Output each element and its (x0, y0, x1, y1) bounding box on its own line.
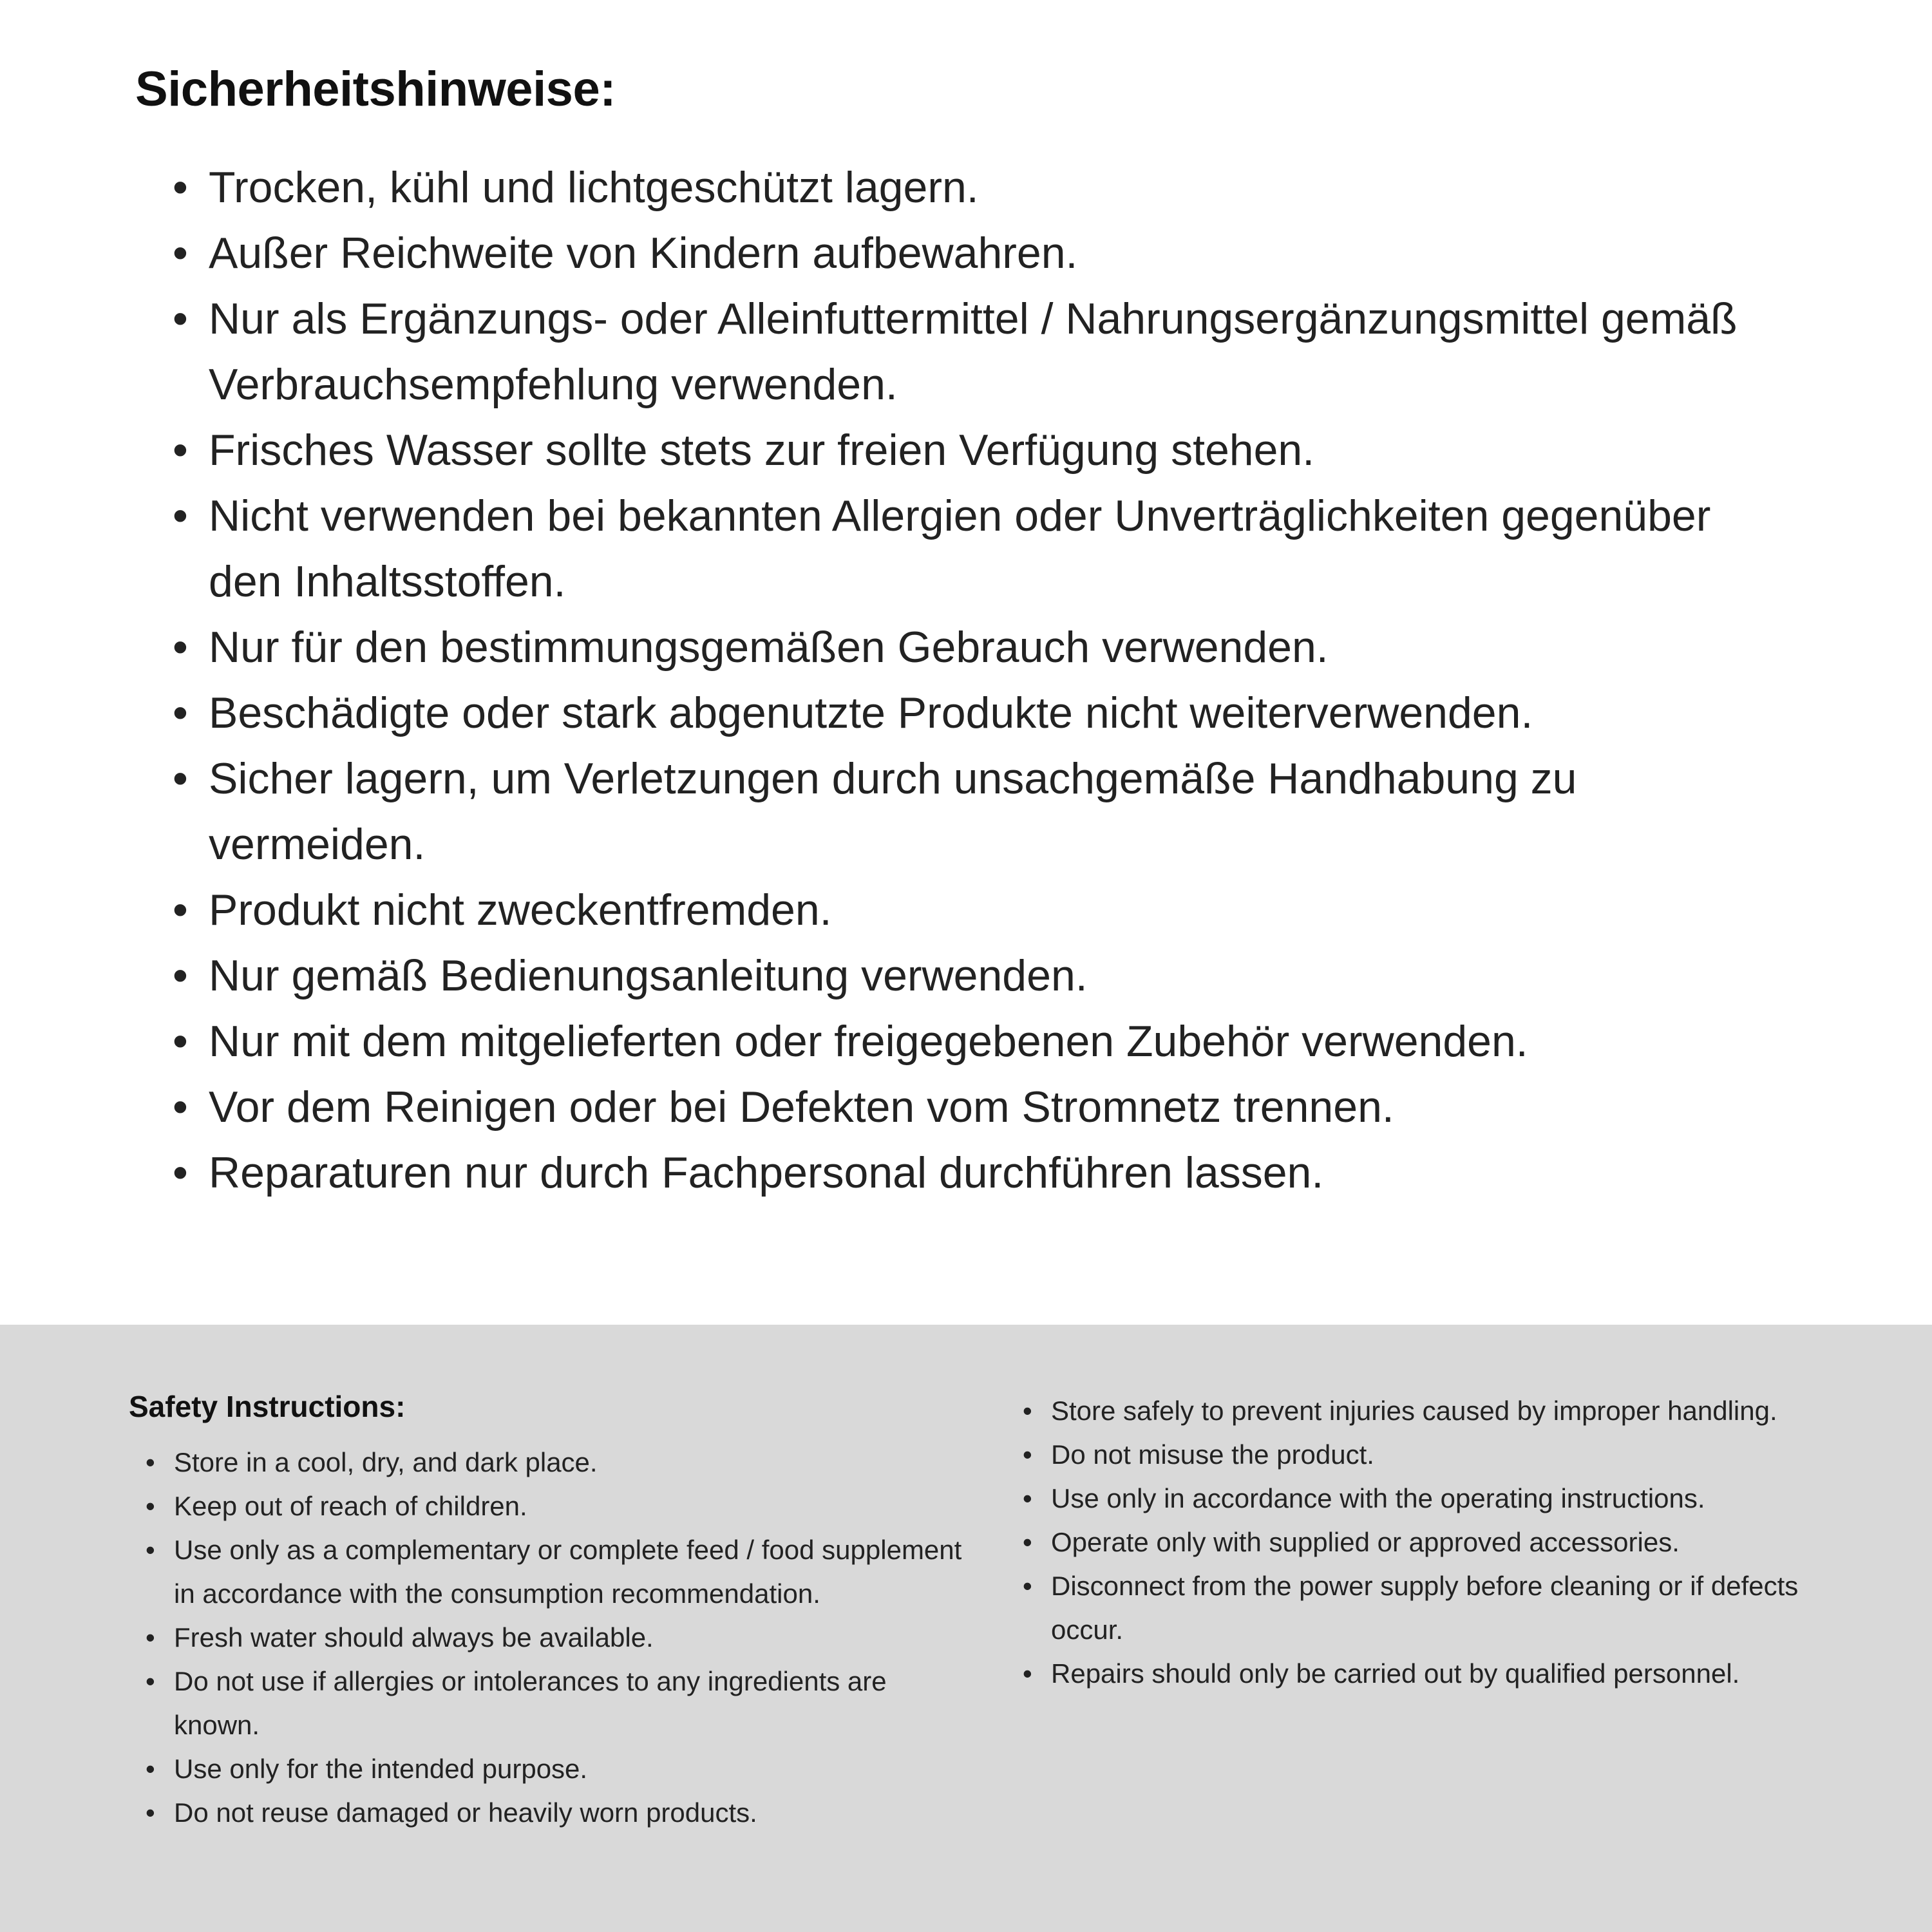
english-left-column (129, 1389, 1023, 1835)
list-item: • Nicht verwenden bei bekannten Allergien oder Unverträglichkeiten gegenüber den Inhaltsstoffen. (173, 483, 1783, 614)
list-item: • Frisches Wasser sollte stets zur freien Verfügung stehen. (173, 417, 1783, 483)
list-item: • Trocken, kühl und lichtgeschützt lagern. (173, 155, 1783, 220)
list-item: • Do not use if allergies or intolerances to any ingredients are known. (146, 1660, 970, 1747)
list-item: • Nur als Ergänzungs- oder Alleinfuttermittel / Nahrungsergänzungsmittel gemäß Verbrauchsempfehlung verwenden. (173, 286, 1783, 417)
english-bullet-list-right (1023, 1389, 1815, 1696)
list-item: • Nur mit dem mitgelieferten oder freigegebenen Zubehör verwenden. (173, 1009, 1783, 1074)
list-item: • Do not reuse damaged or heavily worn products. (146, 1791, 970, 1835)
german-bullet-list (173, 155, 1783, 1206)
list-item: • Außer Reichweite von Kindern aufbewahren. (173, 220, 1783, 286)
list-item: • Nur gemäß Bedienungsanleitung verwenden. (173, 943, 1783, 1009)
list-item: • Use only in accordance with the operating instructions. (1023, 1477, 1815, 1520)
list-item: • Store in a cool, dry, and dark place. (146, 1441, 970, 1484)
list-item: • Nur für den bestimmungsgemäßen Gebrauch verwenden. (173, 614, 1783, 680)
list-item: • Do not misuse the product. (1023, 1433, 1815, 1477)
list-item: • Vor dem Reinigen oder bei Defekten vom Stromnetz trennen. (173, 1074, 1783, 1140)
list-item: • Reparaturen nur durch Fachpersonal durchführen lassen. (173, 1140, 1783, 1206)
english-bullet-list-left (146, 1441, 970, 1835)
list-item: • Sicher lagern, um Verletzungen durch unsachgemäße Handhabung zu vermeiden. (173, 746, 1783, 877)
list-item: • Use only as a complementary or complete feed / food supplement in accordance with the consumption recommendation. (146, 1528, 970, 1616)
list-item: • Repairs should only be carried out by qualified personnel. (1023, 1652, 1815, 1696)
list-item: • Disconnect from the power supply before cleaning or if defects occur. (1023, 1564, 1815, 1652)
english-right-column (1023, 1389, 1815, 1696)
list-item: • Use only for the intended purpose. (146, 1747, 970, 1791)
german-heading: Sicherheitshinweise: (135, 62, 616, 117)
list-item: • Produkt nicht zweckentfremden. (173, 877, 1783, 943)
list-item: • Beschädigte oder stark abgenutzte Produkte nicht weiterverwenden. (173, 680, 1783, 746)
list-item: • Operate only with supplied or approved accessories. (1023, 1520, 1815, 1564)
english-heading: Safety Instructions: (129, 1390, 406, 1423)
english-section (0, 1325, 1932, 1932)
list-item: • Store safely to prevent injuries caused by improper handling. (1023, 1389, 1815, 1433)
list-item: • Keep out of reach of children. (146, 1484, 970, 1528)
list-item: • Fresh water should always be available. (146, 1616, 970, 1660)
